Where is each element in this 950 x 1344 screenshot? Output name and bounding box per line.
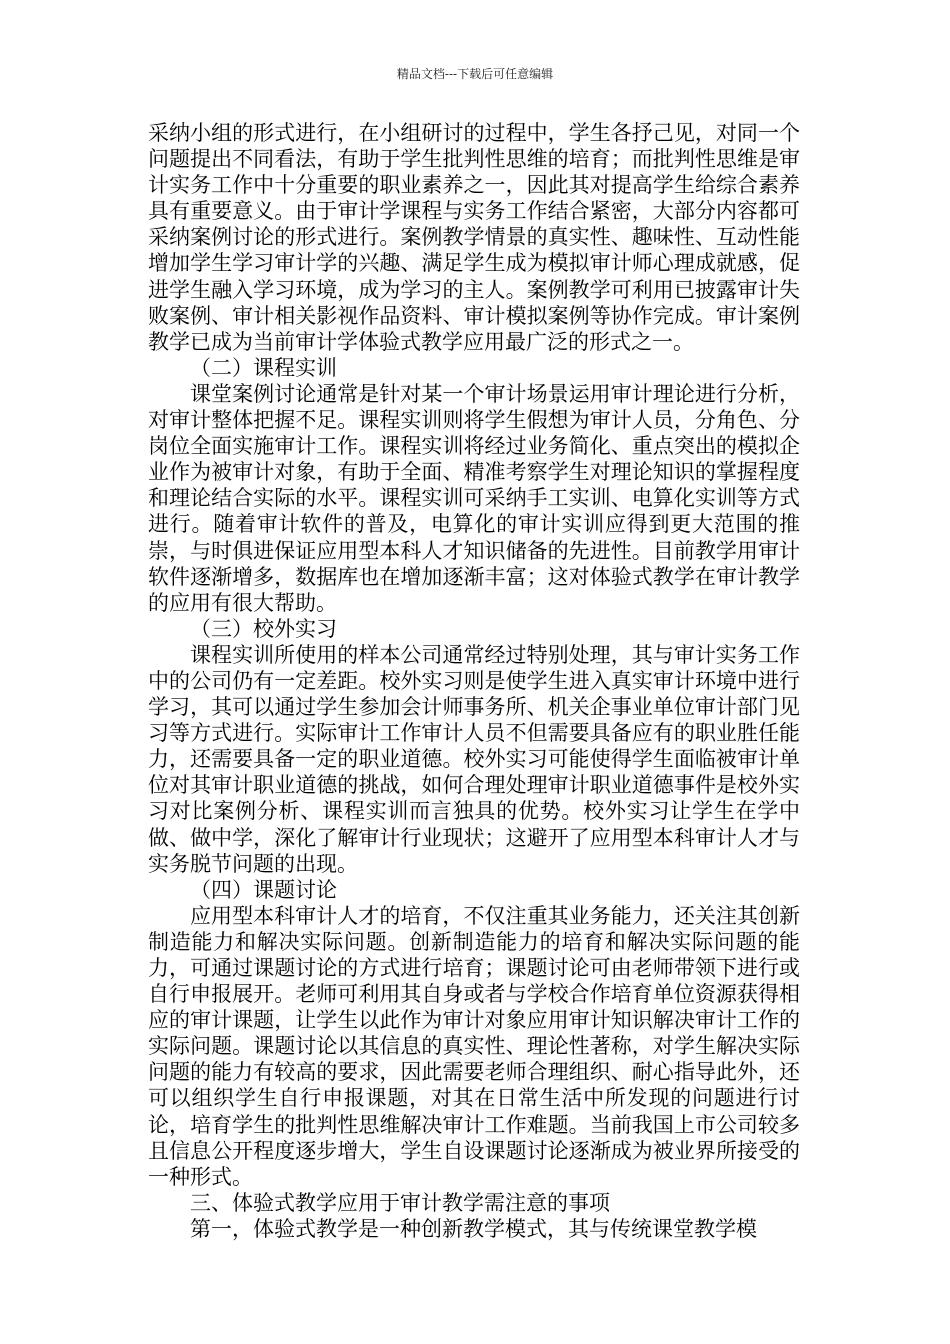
section-heading: 三、体验式教学应用于审计教学需注意的事项 bbox=[190, 1190, 610, 1215]
section-heading: （二）课程实训 bbox=[190, 355, 337, 380]
body-paragraph: 第一，体验式教学是一种创新教学模式，其与传统课堂教学模 bbox=[190, 1216, 757, 1241]
body-paragraph: 课程实训所使用的样本公司通常经过特别处理，其与审计实务工作中的公司仍有一定差距。校外实习则是使学生进入真实审计环境中进行学习，其可以通过学生参加会计师事务所、机关企事业单位审计部门见习等方式进行。实际审计工作审计人员不但需要具备应有的职业胜任能力，还需要具备一定的职业道德。校外实习可能使得学生面临被审计单位对其审计职业道德的挑战，如何合理处理审计职业道德事件是校外实习对比案例分析、课程实训而言独具的优势。校外实习让学生在学中做、做中学，深化了解审计行业现状；这避开了应用型本科审计人才与实务脱节问题的出现。 bbox=[148, 642, 800, 876]
document-body bbox=[148, 120, 800, 1242]
section-heading: （三）校外实习 bbox=[190, 616, 337, 641]
body-paragraph: 应用型本科审计人才的培育，不仅注重其业务能力，还关注其创新制造能力和解决实际问题。创新制造能力的培育和解决实际问题的能力，可通过课题讨论的方式进行培育；课题讨论可由老师带领下进行或自行申报展开。老师可利用其自身或者与学校合作培育单位资源获得相应的审计课题，让学生以此作为审计对象应用审计知识解决审计工作的实际问题。课题讨论以其信息的真实性、理论性著称，对学生解决实际问题的能力有较高的要求，因此需要老师合理组织、耐心指导此外，还可以组织学生自行申报课题，对其在日常生活中所发现的问题进行讨论，培育学生的批判性思维解决审计工作难题。当前我国上市公司较多且信息公开程度逐步增大，学生自设课题讨论逐渐成为被业界所接受的一种形式。 bbox=[148, 903, 800, 1189]
body-paragraph: 采纳小组的形式进行，在小组研讨的过程中，学生各抒己见，对同一个问题提出不同看法，有助于学生批判性思维的培育；而批判性思维是审计实务工作中十分重要的职业素养之一，因此其对提高学生给综合素养具有重要意义。由于审计学课程与实务工作结合紧密，大部分内容都可采纳案例讨论的形式进行。案例教学情景的真实性、趣味性、互动性能增加学生学习审计学的兴趣、满足学生成为模拟审计师心理成就感，促进学生融入学习环境，成为学习的主人。案例教学可利用已披露审计失败案例、审计相关影视作品资料、审计模拟案例等协作完成。审计案例教学已成为当前审计学体验式教学应用最广泛的形式之一。 bbox=[148, 121, 800, 354]
page-header: 精品文档---下载后可任意编辑 bbox=[396, 67, 554, 81]
section-heading: （四）课题讨论 bbox=[190, 877, 337, 902]
body-paragraph: 课堂案例讨论通常是针对某一个审计场景运用审计理论进行分析，对审计整体把握不足。课程实训则将学生假想为审计人员，分角色、分岗位全面实施审计工作。课程实训将经过业务简化、重点突出的模拟企业作为被审计对象，有助于全面、精准考察学生对理论知识的掌握程度和理论结合实际的水平。课程实训可采纳手工实训、电算化实训等方式进行。随着审计软件的普及，电算化的审计实训应得到更大范围的推崇，与时俱进保证应用型本科人才知识储备的先进性。目前教学用审计软件逐渐增多，数据库也在增加逐渐丰富；这对体验式教学在审计教学的应用有很大帮助。 bbox=[148, 381, 800, 615]
